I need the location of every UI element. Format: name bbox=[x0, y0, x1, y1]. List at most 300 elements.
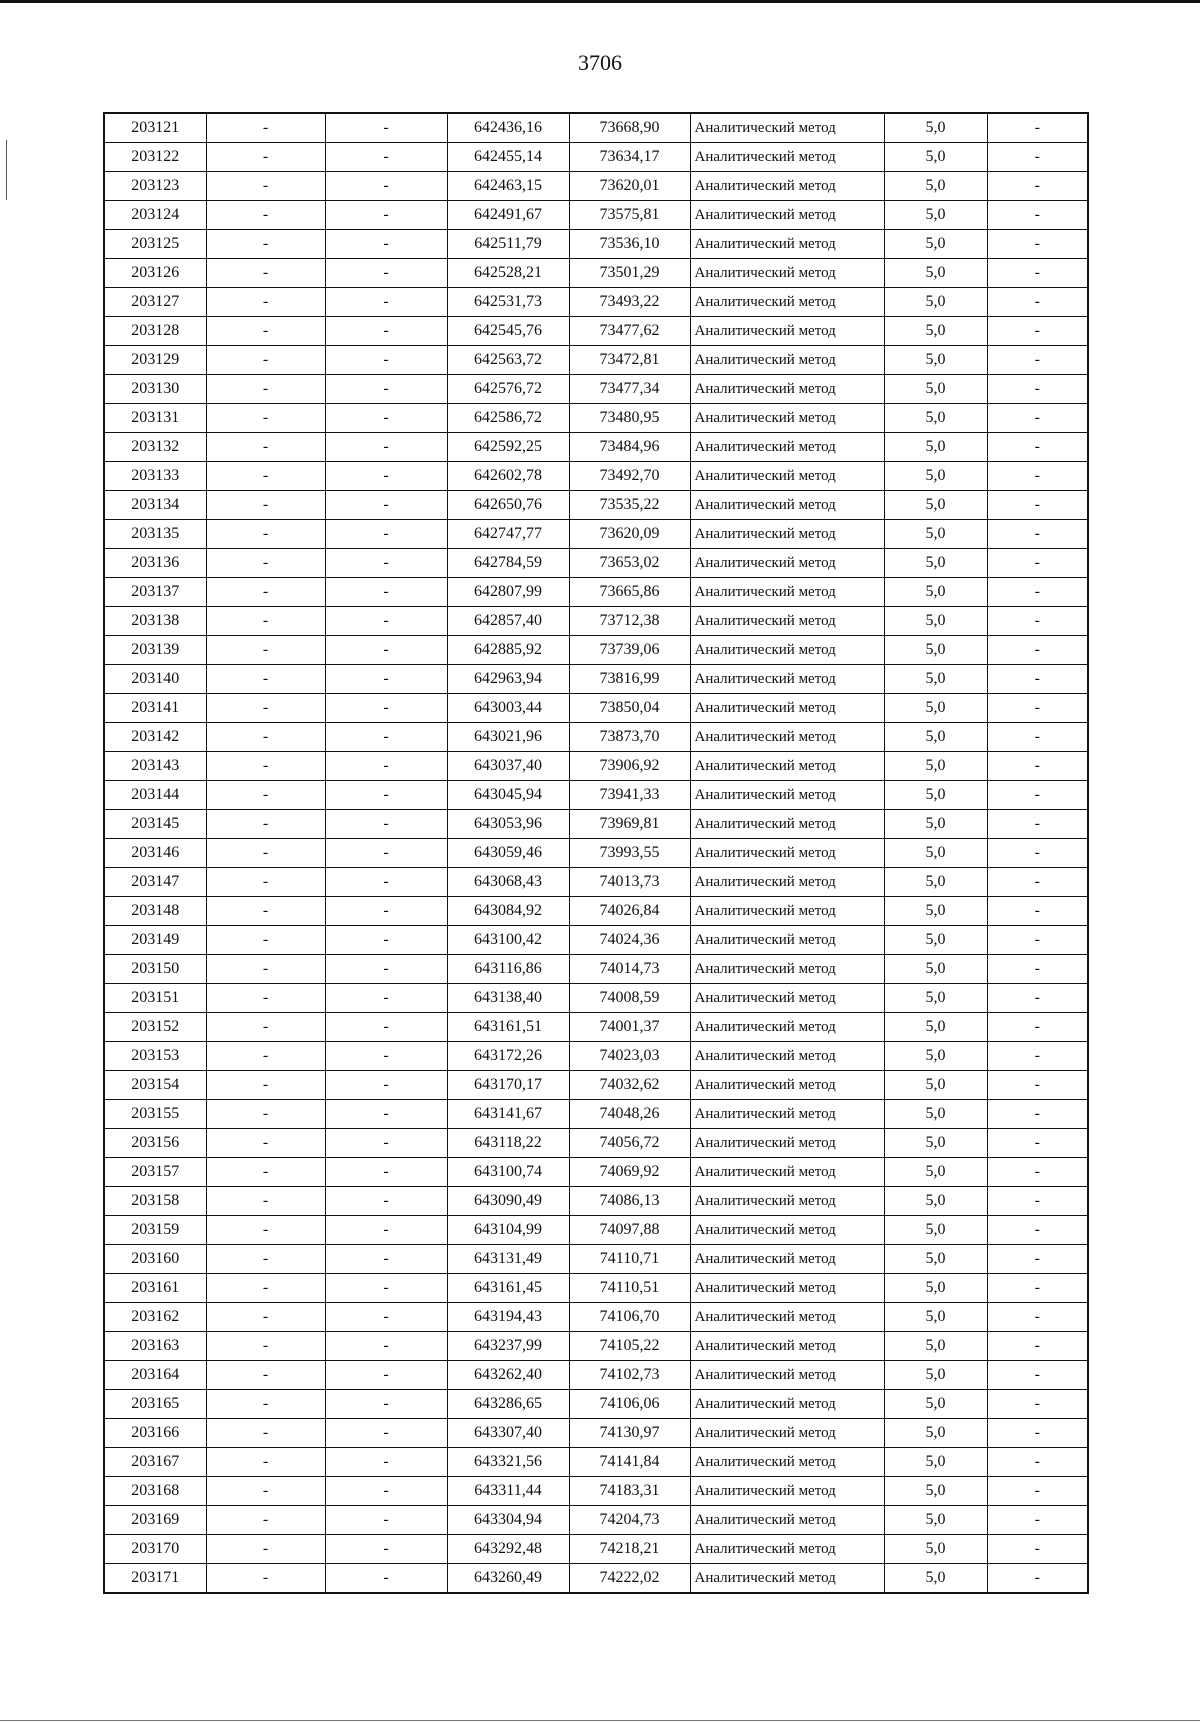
col8-cell: - bbox=[987, 1564, 1088, 1594]
x-coordinate-cell: 643138,40 bbox=[447, 984, 569, 1013]
table-row bbox=[104, 752, 1088, 781]
accuracy-cell: 5,0 bbox=[884, 1535, 987, 1564]
col2-cell: - bbox=[206, 607, 325, 636]
col2-cell: - bbox=[206, 1216, 325, 1245]
x-coordinate-cell: 642491,67 bbox=[447, 201, 569, 230]
point-id-cell: 203124 bbox=[104, 201, 206, 230]
col3-cell: - bbox=[325, 665, 447, 694]
x-coordinate-cell: 642531,73 bbox=[447, 288, 569, 317]
col2-cell: - bbox=[206, 1390, 325, 1419]
table-row bbox=[104, 1506, 1088, 1535]
col2-cell: - bbox=[206, 143, 325, 172]
table-row bbox=[104, 462, 1088, 491]
point-id-cell: 203147 bbox=[104, 868, 206, 897]
method-cell: Аналитический метод bbox=[690, 955, 884, 984]
table-row bbox=[104, 1419, 1088, 1448]
method-cell: Аналитический метод bbox=[690, 1535, 884, 1564]
col3-cell: - bbox=[325, 955, 447, 984]
y-coordinate-cell: 73480,95 bbox=[569, 404, 690, 433]
table-row bbox=[104, 1216, 1088, 1245]
accuracy-cell: 5,0 bbox=[884, 1332, 987, 1361]
method-cell: Аналитический метод bbox=[690, 752, 884, 781]
point-id-cell: 203150 bbox=[104, 955, 206, 984]
accuracy-cell: 5,0 bbox=[884, 462, 987, 491]
table-row bbox=[104, 491, 1088, 520]
y-coordinate-cell: 74141,84 bbox=[569, 1448, 690, 1477]
x-coordinate-cell: 643021,96 bbox=[447, 723, 569, 752]
col8-cell: - bbox=[987, 926, 1088, 955]
y-coordinate-cell: 73653,02 bbox=[569, 549, 690, 578]
col8-cell: - bbox=[987, 607, 1088, 636]
method-cell: Аналитический метод bbox=[690, 375, 884, 404]
accuracy-cell: 5,0 bbox=[884, 113, 987, 143]
col3-cell: - bbox=[325, 1013, 447, 1042]
accuracy-cell: 5,0 bbox=[884, 752, 987, 781]
col8-cell: - bbox=[987, 723, 1088, 752]
x-coordinate-cell: 642963,94 bbox=[447, 665, 569, 694]
col3-cell: - bbox=[325, 259, 447, 288]
col2-cell: - bbox=[206, 520, 325, 549]
col8-cell: - bbox=[987, 1158, 1088, 1187]
x-coordinate-cell: 643090,49 bbox=[447, 1187, 569, 1216]
x-coordinate-cell: 643100,74 bbox=[447, 1158, 569, 1187]
y-coordinate-cell: 74110,51 bbox=[569, 1274, 690, 1303]
table-row bbox=[104, 433, 1088, 462]
table-row bbox=[104, 1100, 1088, 1129]
method-cell: Аналитический метод bbox=[690, 636, 884, 665]
col2-cell: - bbox=[206, 1071, 325, 1100]
point-id-cell: 203153 bbox=[104, 1042, 206, 1071]
table-row bbox=[104, 723, 1088, 752]
y-coordinate-cell: 74086,13 bbox=[569, 1187, 690, 1216]
col2-cell: - bbox=[206, 1419, 325, 1448]
coordinates-table bbox=[103, 112, 1089, 1594]
col3-cell: - bbox=[325, 375, 447, 404]
table-row bbox=[104, 955, 1088, 984]
col3-cell: - bbox=[325, 230, 447, 259]
x-coordinate-cell: 643292,48 bbox=[447, 1535, 569, 1564]
col2-cell: - bbox=[206, 839, 325, 868]
accuracy-cell: 5,0 bbox=[884, 201, 987, 230]
col3-cell: - bbox=[325, 462, 447, 491]
col8-cell: - bbox=[987, 636, 1088, 665]
method-cell: Аналитический метод bbox=[690, 1390, 884, 1419]
y-coordinate-cell: 74222,02 bbox=[569, 1564, 690, 1594]
table-row bbox=[104, 1071, 1088, 1100]
x-coordinate-cell: 643104,99 bbox=[447, 1216, 569, 1245]
col2-cell: - bbox=[206, 1013, 325, 1042]
col3-cell: - bbox=[325, 201, 447, 230]
method-cell: Аналитический метод bbox=[690, 868, 884, 897]
col2-cell: - bbox=[206, 1187, 325, 1216]
y-coordinate-cell: 74024,36 bbox=[569, 926, 690, 955]
accuracy-cell: 5,0 bbox=[884, 230, 987, 259]
table-row bbox=[104, 1129, 1088, 1158]
point-id-cell: 203123 bbox=[104, 172, 206, 201]
table-body bbox=[104, 113, 1088, 1593]
col8-cell: - bbox=[987, 172, 1088, 201]
x-coordinate-cell: 642602,78 bbox=[447, 462, 569, 491]
point-id-cell: 203158 bbox=[104, 1187, 206, 1216]
method-cell: Аналитический метод bbox=[690, 1303, 884, 1332]
col8-cell: - bbox=[987, 781, 1088, 810]
method-cell: Аналитический метод bbox=[690, 1129, 884, 1158]
col8-cell: - bbox=[987, 1535, 1088, 1564]
method-cell: Аналитический метод bbox=[690, 1419, 884, 1448]
table-row bbox=[104, 317, 1088, 346]
table-row bbox=[104, 172, 1088, 201]
table-row bbox=[104, 1332, 1088, 1361]
y-coordinate-cell: 73941,33 bbox=[569, 781, 690, 810]
x-coordinate-cell: 643321,56 bbox=[447, 1448, 569, 1477]
y-coordinate-cell: 74008,59 bbox=[569, 984, 690, 1013]
col3-cell: - bbox=[325, 1419, 447, 1448]
col8-cell: - bbox=[987, 520, 1088, 549]
point-id-cell: 203139 bbox=[104, 636, 206, 665]
x-coordinate-cell: 643311,44 bbox=[447, 1477, 569, 1506]
x-coordinate-cell: 643172,26 bbox=[447, 1042, 569, 1071]
y-coordinate-cell: 74097,88 bbox=[569, 1216, 690, 1245]
table-row bbox=[104, 1303, 1088, 1332]
x-coordinate-cell: 642784,59 bbox=[447, 549, 569, 578]
y-coordinate-cell: 74069,92 bbox=[569, 1158, 690, 1187]
col3-cell: - bbox=[325, 1564, 447, 1594]
method-cell: Аналитический метод bbox=[690, 317, 884, 346]
accuracy-cell: 5,0 bbox=[884, 1564, 987, 1594]
col8-cell: - bbox=[987, 317, 1088, 346]
col2-cell: - bbox=[206, 1245, 325, 1274]
method-cell: Аналитический метод bbox=[690, 520, 884, 549]
y-coordinate-cell: 74106,70 bbox=[569, 1303, 690, 1332]
point-id-cell: 203130 bbox=[104, 375, 206, 404]
y-coordinate-cell: 73873,70 bbox=[569, 723, 690, 752]
method-cell: Аналитический метод bbox=[690, 201, 884, 230]
point-id-cell: 203133 bbox=[104, 462, 206, 491]
table-row bbox=[104, 346, 1088, 375]
table-row bbox=[104, 1564, 1088, 1594]
x-coordinate-cell: 642436,16 bbox=[447, 113, 569, 143]
col2-cell: - bbox=[206, 1158, 325, 1187]
method-cell: Аналитический метод bbox=[690, 694, 884, 723]
col3-cell: - bbox=[325, 1245, 447, 1274]
col8-cell: - bbox=[987, 433, 1088, 462]
table-row bbox=[104, 201, 1088, 230]
method-cell: Аналитический метод bbox=[690, 897, 884, 926]
col8-cell: - bbox=[987, 1274, 1088, 1303]
col8-cell: - bbox=[987, 665, 1088, 694]
col2-cell: - bbox=[206, 1100, 325, 1129]
point-id-cell: 203146 bbox=[104, 839, 206, 868]
table-row bbox=[104, 578, 1088, 607]
col3-cell: - bbox=[325, 520, 447, 549]
point-id-cell: 203171 bbox=[104, 1564, 206, 1594]
point-id-cell: 203168 bbox=[104, 1477, 206, 1506]
point-id-cell: 203122 bbox=[104, 143, 206, 172]
col3-cell: - bbox=[325, 723, 447, 752]
accuracy-cell: 5,0 bbox=[884, 288, 987, 317]
method-cell: Аналитический метод bbox=[690, 1042, 884, 1071]
point-id-cell: 203152 bbox=[104, 1013, 206, 1042]
col2-cell: - bbox=[206, 462, 325, 491]
x-coordinate-cell: 642592,25 bbox=[447, 433, 569, 462]
point-id-cell: 203144 bbox=[104, 781, 206, 810]
method-cell: Аналитический метод bbox=[690, 1216, 884, 1245]
col2-cell: - bbox=[206, 781, 325, 810]
point-id-cell: 203162 bbox=[104, 1303, 206, 1332]
method-cell: Аналитический метод bbox=[690, 1245, 884, 1274]
table-row bbox=[104, 375, 1088, 404]
x-coordinate-cell: 642857,40 bbox=[447, 607, 569, 636]
y-coordinate-cell: 73493,22 bbox=[569, 288, 690, 317]
x-coordinate-cell: 643116,86 bbox=[447, 955, 569, 984]
col2-cell: - bbox=[206, 810, 325, 839]
accuracy-cell: 5,0 bbox=[884, 607, 987, 636]
scan-bottom-border bbox=[0, 1720, 1200, 1721]
method-cell: Аналитический метод bbox=[690, 1274, 884, 1303]
method-cell: Аналитический метод bbox=[690, 143, 884, 172]
col3-cell: - bbox=[325, 926, 447, 955]
col3-cell: - bbox=[325, 113, 447, 143]
col3-cell: - bbox=[325, 172, 447, 201]
x-coordinate-cell: 643262,40 bbox=[447, 1361, 569, 1390]
col2-cell: - bbox=[206, 578, 325, 607]
method-cell: Аналитический метод bbox=[690, 984, 884, 1013]
method-cell: Аналитический метод bbox=[690, 230, 884, 259]
table-row bbox=[104, 607, 1088, 636]
accuracy-cell: 5,0 bbox=[884, 1216, 987, 1245]
col2-cell: - bbox=[206, 1448, 325, 1477]
table-row bbox=[104, 694, 1088, 723]
x-coordinate-cell: 643161,51 bbox=[447, 1013, 569, 1042]
x-coordinate-cell: 643068,43 bbox=[447, 868, 569, 897]
col2-cell: - bbox=[206, 897, 325, 926]
col3-cell: - bbox=[325, 288, 447, 317]
col3-cell: - bbox=[325, 984, 447, 1013]
x-coordinate-cell: 643260,49 bbox=[447, 1564, 569, 1594]
method-cell: Аналитический метод bbox=[690, 549, 884, 578]
method-cell: Аналитический метод bbox=[690, 462, 884, 491]
col8-cell: - bbox=[987, 694, 1088, 723]
table-row bbox=[104, 259, 1088, 288]
accuracy-cell: 5,0 bbox=[884, 665, 987, 694]
accuracy-cell: 5,0 bbox=[884, 1013, 987, 1042]
col3-cell: - bbox=[325, 433, 447, 462]
col3-cell: - bbox=[325, 1158, 447, 1187]
accuracy-cell: 5,0 bbox=[884, 781, 987, 810]
y-coordinate-cell: 73739,06 bbox=[569, 636, 690, 665]
x-coordinate-cell: 643118,22 bbox=[447, 1129, 569, 1158]
table-row bbox=[104, 926, 1088, 955]
x-coordinate-cell: 643237,99 bbox=[447, 1332, 569, 1361]
table-row bbox=[104, 665, 1088, 694]
accuracy-cell: 5,0 bbox=[884, 868, 987, 897]
col8-cell: - bbox=[987, 491, 1088, 520]
col2-cell: - bbox=[206, 172, 325, 201]
col3-cell: - bbox=[325, 781, 447, 810]
col3-cell: - bbox=[325, 1042, 447, 1071]
accuracy-cell: 5,0 bbox=[884, 694, 987, 723]
col8-cell: - bbox=[987, 462, 1088, 491]
col8-cell: - bbox=[987, 1071, 1088, 1100]
point-id-cell: 203148 bbox=[104, 897, 206, 926]
x-coordinate-cell: 643053,96 bbox=[447, 810, 569, 839]
accuracy-cell: 5,0 bbox=[884, 578, 987, 607]
method-cell: Аналитический метод bbox=[690, 1100, 884, 1129]
scan-top-border bbox=[0, 0, 1200, 3]
col8-cell: - bbox=[987, 1332, 1088, 1361]
point-id-cell: 203154 bbox=[104, 1071, 206, 1100]
col3-cell: - bbox=[325, 694, 447, 723]
accuracy-cell: 5,0 bbox=[884, 520, 987, 549]
col3-cell: - bbox=[325, 1535, 447, 1564]
col2-cell: - bbox=[206, 491, 325, 520]
accuracy-cell: 5,0 bbox=[884, 839, 987, 868]
x-coordinate-cell: 643286,65 bbox=[447, 1390, 569, 1419]
accuracy-cell: 5,0 bbox=[884, 172, 987, 201]
x-coordinate-cell: 643141,67 bbox=[447, 1100, 569, 1129]
method-cell: Аналитический метод bbox=[690, 113, 884, 143]
point-id-cell: 203165 bbox=[104, 1390, 206, 1419]
col3-cell: - bbox=[325, 1332, 447, 1361]
y-coordinate-cell: 73477,62 bbox=[569, 317, 690, 346]
method-cell: Аналитический метод bbox=[690, 839, 884, 868]
accuracy-cell: 5,0 bbox=[884, 1158, 987, 1187]
col3-cell: - bbox=[325, 636, 447, 665]
col2-cell: - bbox=[206, 984, 325, 1013]
point-id-cell: 203166 bbox=[104, 1419, 206, 1448]
col8-cell: - bbox=[987, 1448, 1088, 1477]
y-coordinate-cell: 73993,55 bbox=[569, 839, 690, 868]
col2-cell: - bbox=[206, 868, 325, 897]
method-cell: Аналитический метод bbox=[690, 1158, 884, 1187]
point-id-cell: 203170 bbox=[104, 1535, 206, 1564]
table-row bbox=[104, 1013, 1088, 1042]
col3-cell: - bbox=[325, 1274, 447, 1303]
col2-cell: - bbox=[206, 694, 325, 723]
col8-cell: - bbox=[987, 346, 1088, 375]
method-cell: Аналитический метод bbox=[690, 665, 884, 694]
table-row bbox=[104, 1361, 1088, 1390]
point-id-cell: 203161 bbox=[104, 1274, 206, 1303]
col8-cell: - bbox=[987, 868, 1088, 897]
y-coordinate-cell: 73536,10 bbox=[569, 230, 690, 259]
table-row bbox=[104, 1448, 1088, 1477]
accuracy-cell: 5,0 bbox=[884, 1274, 987, 1303]
y-coordinate-cell: 73535,22 bbox=[569, 491, 690, 520]
accuracy-cell: 5,0 bbox=[884, 810, 987, 839]
table-row bbox=[104, 810, 1088, 839]
x-coordinate-cell: 643100,42 bbox=[447, 926, 569, 955]
x-coordinate-cell: 642455,14 bbox=[447, 143, 569, 172]
accuracy-cell: 5,0 bbox=[884, 1129, 987, 1158]
method-cell: Аналитический метод bbox=[690, 259, 884, 288]
x-coordinate-cell: 643037,40 bbox=[447, 752, 569, 781]
point-id-cell: 203127 bbox=[104, 288, 206, 317]
point-id-cell: 203156 bbox=[104, 1129, 206, 1158]
accuracy-cell: 5,0 bbox=[884, 1477, 987, 1506]
y-coordinate-cell: 74106,06 bbox=[569, 1390, 690, 1419]
col3-cell: - bbox=[325, 752, 447, 781]
col2-cell: - bbox=[206, 375, 325, 404]
accuracy-cell: 5,0 bbox=[884, 636, 987, 665]
col8-cell: - bbox=[987, 230, 1088, 259]
accuracy-cell: 5,0 bbox=[884, 259, 987, 288]
table-row bbox=[104, 549, 1088, 578]
point-id-cell: 203151 bbox=[104, 984, 206, 1013]
method-cell: Аналитический метод bbox=[690, 781, 884, 810]
col2-cell: - bbox=[206, 201, 325, 230]
col3-cell: - bbox=[325, 1187, 447, 1216]
page-number: 3706 bbox=[578, 50, 622, 75]
method-cell: Аналитический метод bbox=[690, 1564, 884, 1594]
accuracy-cell: 5,0 bbox=[884, 1506, 987, 1535]
col8-cell: - bbox=[987, 1129, 1088, 1158]
y-coordinate-cell: 73668,90 bbox=[569, 113, 690, 143]
col2-cell: - bbox=[206, 1332, 325, 1361]
col8-cell: - bbox=[987, 201, 1088, 230]
col2-cell: - bbox=[206, 433, 325, 462]
table-row bbox=[104, 1158, 1088, 1187]
accuracy-cell: 5,0 bbox=[884, 491, 987, 520]
col8-cell: - bbox=[987, 1042, 1088, 1071]
col2-cell: - bbox=[206, 288, 325, 317]
col2-cell: - bbox=[206, 1506, 325, 1535]
accuracy-cell: 5,0 bbox=[884, 1042, 987, 1071]
col8-cell: - bbox=[987, 1419, 1088, 1448]
col8-cell: - bbox=[987, 839, 1088, 868]
accuracy-cell: 5,0 bbox=[884, 1100, 987, 1129]
col3-cell: - bbox=[325, 1100, 447, 1129]
accuracy-cell: 5,0 bbox=[884, 1071, 987, 1100]
table-row bbox=[104, 868, 1088, 897]
table-row bbox=[104, 404, 1088, 433]
col8-cell: - bbox=[987, 1303, 1088, 1332]
col8-cell: - bbox=[987, 1477, 1088, 1506]
y-coordinate-cell: 73620,01 bbox=[569, 172, 690, 201]
y-coordinate-cell: 74204,73 bbox=[569, 1506, 690, 1535]
method-cell: Аналитический метод bbox=[690, 1332, 884, 1361]
method-cell: Аналитический метод bbox=[690, 1361, 884, 1390]
point-id-cell: 203128 bbox=[104, 317, 206, 346]
x-coordinate-cell: 643307,40 bbox=[447, 1419, 569, 1448]
y-coordinate-cell: 73816,99 bbox=[569, 665, 690, 694]
accuracy-cell: 5,0 bbox=[884, 984, 987, 1013]
col3-cell: - bbox=[325, 1390, 447, 1419]
accuracy-cell: 5,0 bbox=[884, 1187, 987, 1216]
accuracy-cell: 5,0 bbox=[884, 1419, 987, 1448]
accuracy-cell: 5,0 bbox=[884, 143, 987, 172]
y-coordinate-cell: 73969,81 bbox=[569, 810, 690, 839]
point-id-cell: 203131 bbox=[104, 404, 206, 433]
table-row bbox=[104, 636, 1088, 665]
accuracy-cell: 5,0 bbox=[884, 723, 987, 752]
accuracy-cell: 5,0 bbox=[884, 549, 987, 578]
col3-cell: - bbox=[325, 897, 447, 926]
table-row bbox=[104, 1390, 1088, 1419]
col2-cell: - bbox=[206, 1535, 325, 1564]
point-id-cell: 203141 bbox=[104, 694, 206, 723]
accuracy-cell: 5,0 bbox=[884, 433, 987, 462]
col8-cell: - bbox=[987, 1361, 1088, 1390]
point-id-cell: 203164 bbox=[104, 1361, 206, 1390]
table-row bbox=[104, 1042, 1088, 1071]
y-coordinate-cell: 73477,34 bbox=[569, 375, 690, 404]
method-cell: Аналитический метод bbox=[690, 1187, 884, 1216]
point-id-cell: 203160 bbox=[104, 1245, 206, 1274]
y-coordinate-cell: 73501,29 bbox=[569, 259, 690, 288]
col2-cell: - bbox=[206, 955, 325, 984]
x-coordinate-cell: 643131,49 bbox=[447, 1245, 569, 1274]
